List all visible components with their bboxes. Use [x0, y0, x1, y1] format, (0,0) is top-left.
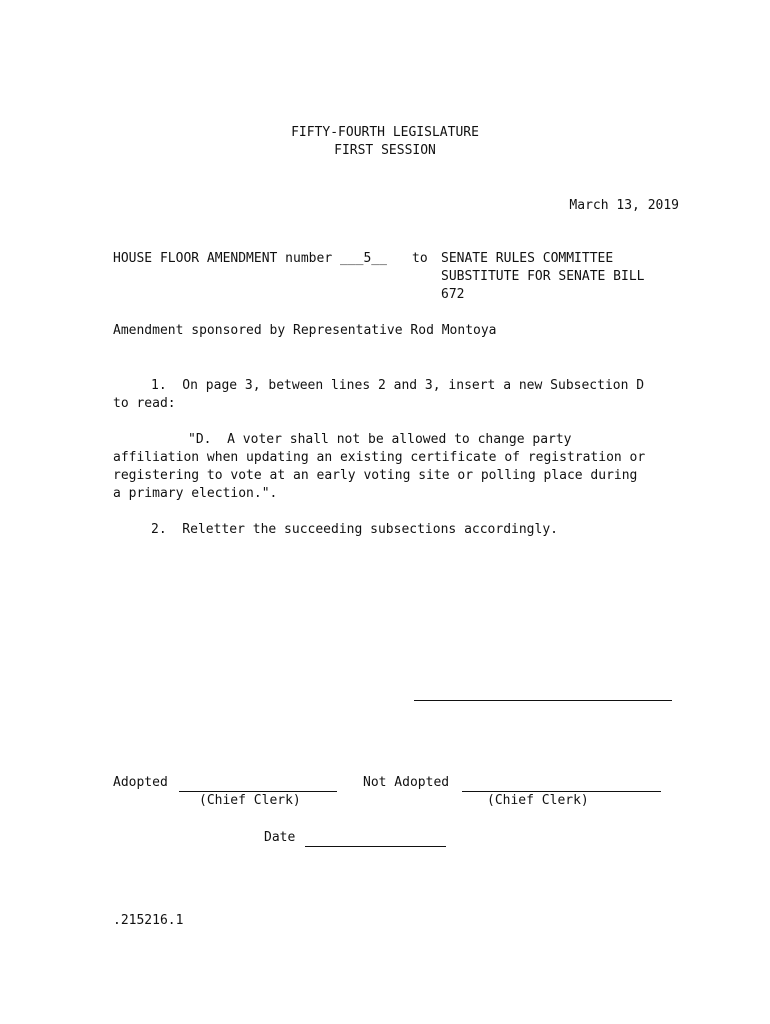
amendment-to: to	[412, 251, 428, 266]
amendment-number-suffix: __	[371, 251, 387, 266]
amendment-number: 5	[363, 251, 372, 266]
item1-line1: 1. On page 3, between lines 2 and 3, insert a new Subsection D	[151, 378, 645, 393]
quote-line1: "D. A voter shall not be allowed to change party	[188, 432, 572, 447]
document-date: March 13, 2019	[569, 198, 679, 213]
amendment-target-line1: SENATE RULES COMMITTEE	[441, 251, 614, 266]
date-label: Date	[264, 830, 296, 845]
amendment-line	[113, 250, 387, 268]
legislature-heading: FIFTY-FOURTH LEGISLATURE	[291, 125, 479, 140]
amendment-target-line3: 672	[441, 287, 465, 302]
document-code: .215216.1	[113, 913, 184, 928]
not-adopted-label: Not Adopted	[363, 775, 450, 790]
amendment-number-prefix: ___	[339, 251, 364, 266]
sponsor-line: Amendment sponsored by Representative Rod Montoya	[113, 323, 497, 338]
session-heading: FIRST SESSION	[334, 143, 436, 158]
item1-line2: to read:	[113, 396, 176, 411]
amendment-label: HOUSE FLOOR AMENDMENT number	[113, 251, 333, 266]
item2-line: 2. Reletter the succeeding subsections accordingly.	[151, 522, 558, 537]
date-signature-line	[305, 846, 446, 847]
amendment-target-line2: SUBSTITUTE FOR SENATE BILL	[441, 269, 645, 284]
adopted-clerk-label: (Chief Clerk)	[199, 793, 301, 808]
not-adopted-clerk-label: (Chief Clerk)	[487, 793, 589, 808]
quote-line2: affiliation when updating an existing certificate of registration or	[113, 450, 646, 465]
adopted-label: Adopted	[113, 775, 168, 790]
sponsor-signature-line	[414, 700, 672, 701]
quote-line4: a primary election.".	[113, 486, 278, 501]
quote-line3: registering to vote at an early voting site or polling place during	[113, 468, 638, 483]
